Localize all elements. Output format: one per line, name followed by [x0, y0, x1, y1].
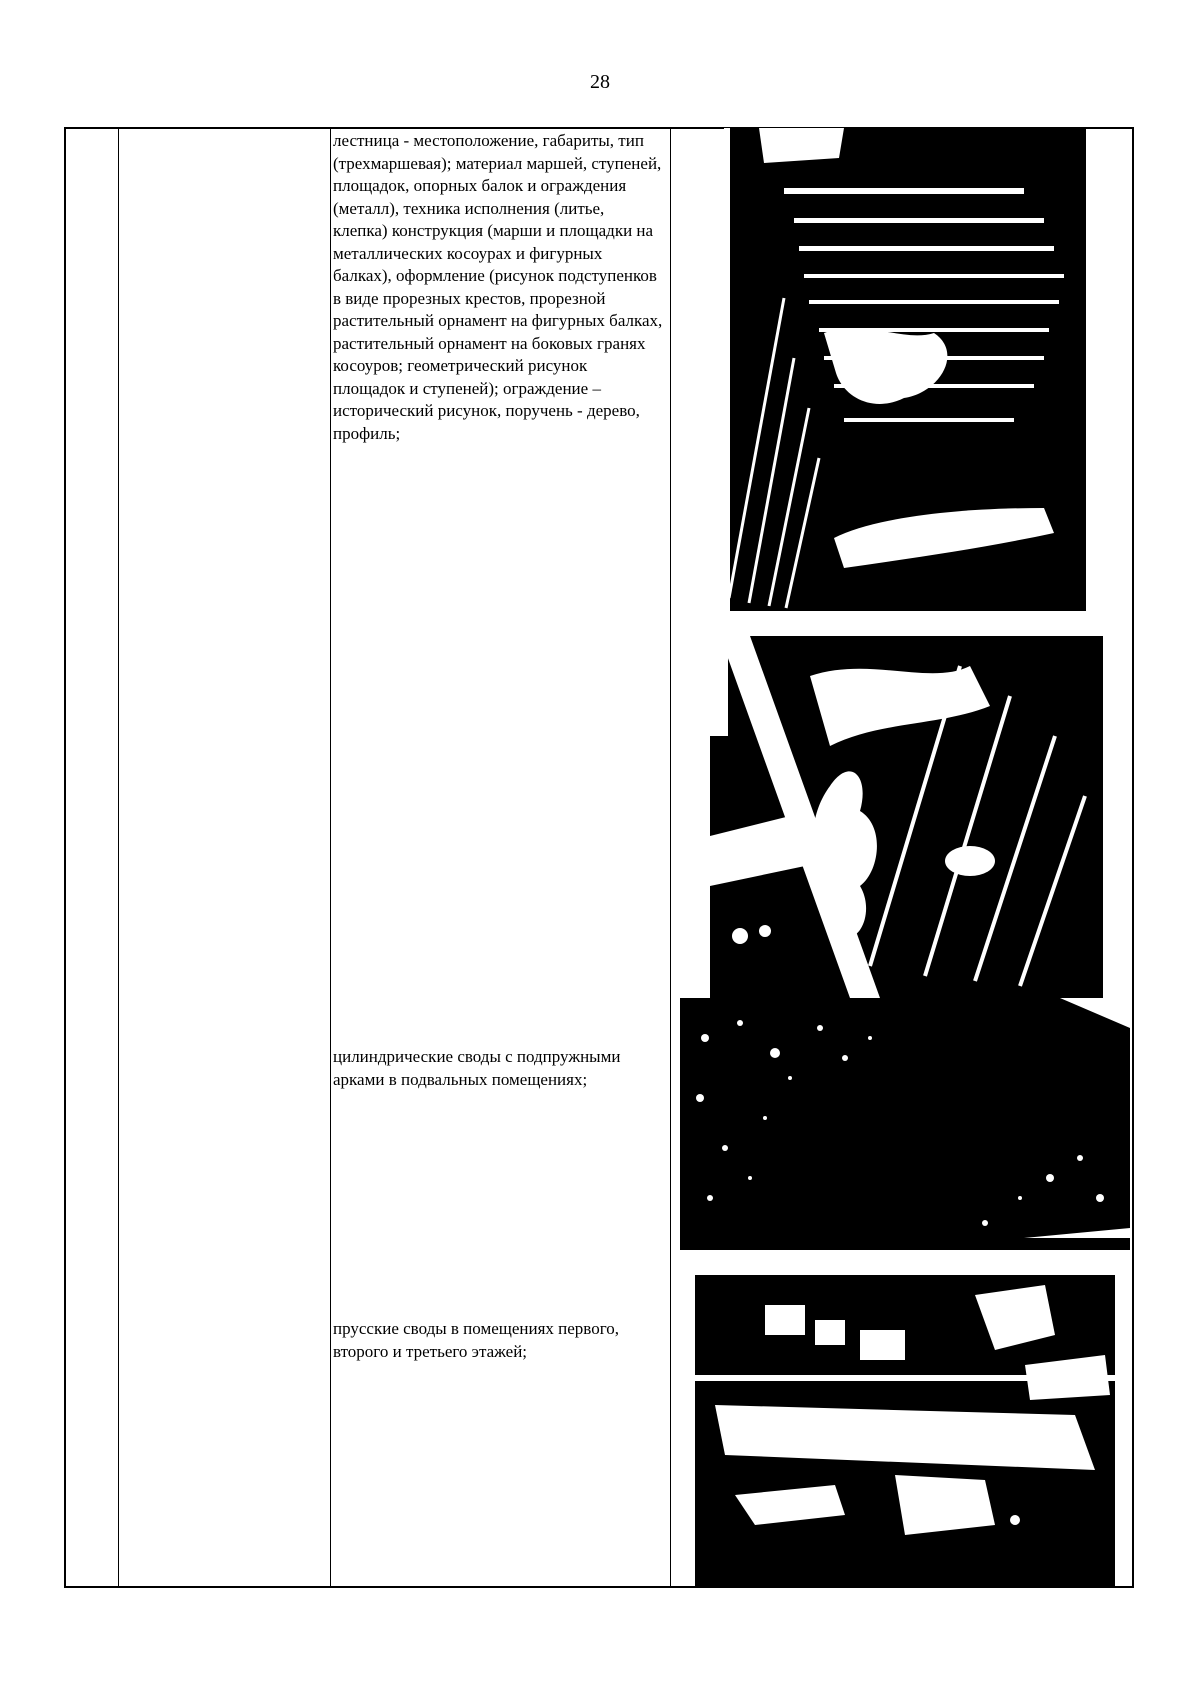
- cell-prussian-vaults-description: прусские своды в помещениях первого, второго и третьего этажей;: [333, 1319, 620, 1361]
- page-number: 28: [590, 71, 610, 93]
- cell-staircase-description: лестница - местоположение, габариты, тип (трехмаршевая); материал маршей, ступеней, площадок, опорных балок и ограждения (металл), техника исполнения (литье, клепка) конструкция (марши и площадки на металлических косоурах и фигурных балках), оформление (рисунок подступенков в виде прорезных крестов, прорезной растительный орнамент на фигурных балках, растительный орнамент на боковых гранях косоуров; геометрический рисунок площадок и ступеней); ограждение – исторический рисунок, поручень - дерево, профиль;: [333, 131, 663, 443]
- staircase-photo: [724, 128, 1086, 611]
- cell-vaults-basement-description: цилиндрические своды с подпружными арками в подвальных помещениях;: [333, 1047, 621, 1089]
- prussian-vaults-photo: [695, 1275, 1115, 1588]
- column-divider: [670, 129, 671, 1586]
- ornamental-beam-photo: [710, 636, 1103, 998]
- column-divider: [118, 129, 119, 1586]
- column-divider: [330, 129, 331, 1586]
- cylindrical-vaults-photo: [680, 998, 1130, 1250]
